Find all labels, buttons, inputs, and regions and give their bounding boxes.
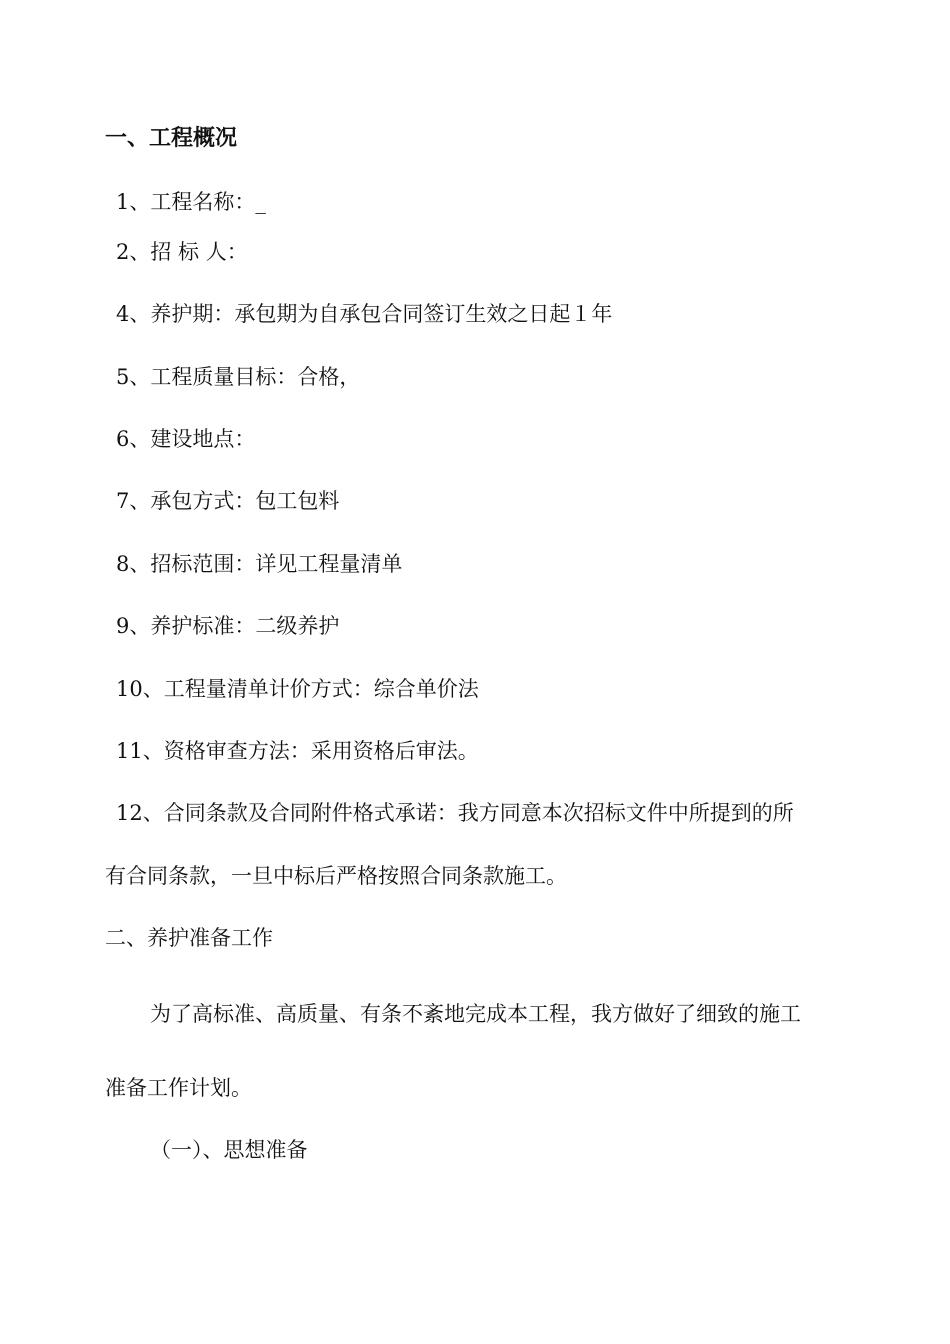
list-item: 10、工程量清单计价方式：综合单价法 [116, 677, 479, 701]
sub-heading-ideology: （一）、思想准备 [150, 1138, 308, 1162]
list-item: 1、工程名称：_ [116, 190, 266, 214]
list-item: 9、养护标准：二级养护 [116, 614, 340, 638]
list-item: 6、建设地点： [116, 427, 256, 451]
list-item: 5、工程质量目标：合格， [116, 365, 361, 389]
list-item-12-line2: 有合同条款，一旦中标后严格按照合同条款施工。 [105, 864, 567, 888]
paragraph-line2: 准备工作计划。 [105, 1076, 252, 1100]
list-item-12-line1: 12、合同条款及合同附件格式承诺：我方同意本次招标文件中所提到的所 [116, 801, 794, 825]
section-heading-overview: 一、工程概况 [105, 126, 238, 151]
list-item: 11、资格审查方法：采用资格后审法。 [116, 739, 479, 763]
list-item: 8、招标范围：详见工程量清单 [116, 552, 403, 576]
section-heading-preparation: 二、养护准备工作 [105, 926, 273, 950]
paragraph-line1: 为了高标准、高质量、有条不紊地完成本工程，我方做好了细致的施工 [150, 1002, 801, 1026]
list-item: 2、招 标 人： [116, 240, 248, 264]
list-item: 7、承包方式：包工包料 [116, 489, 340, 513]
list-item: 4、养护期：承包期为自承包合同签订生效之日起１年 [116, 302, 613, 326]
